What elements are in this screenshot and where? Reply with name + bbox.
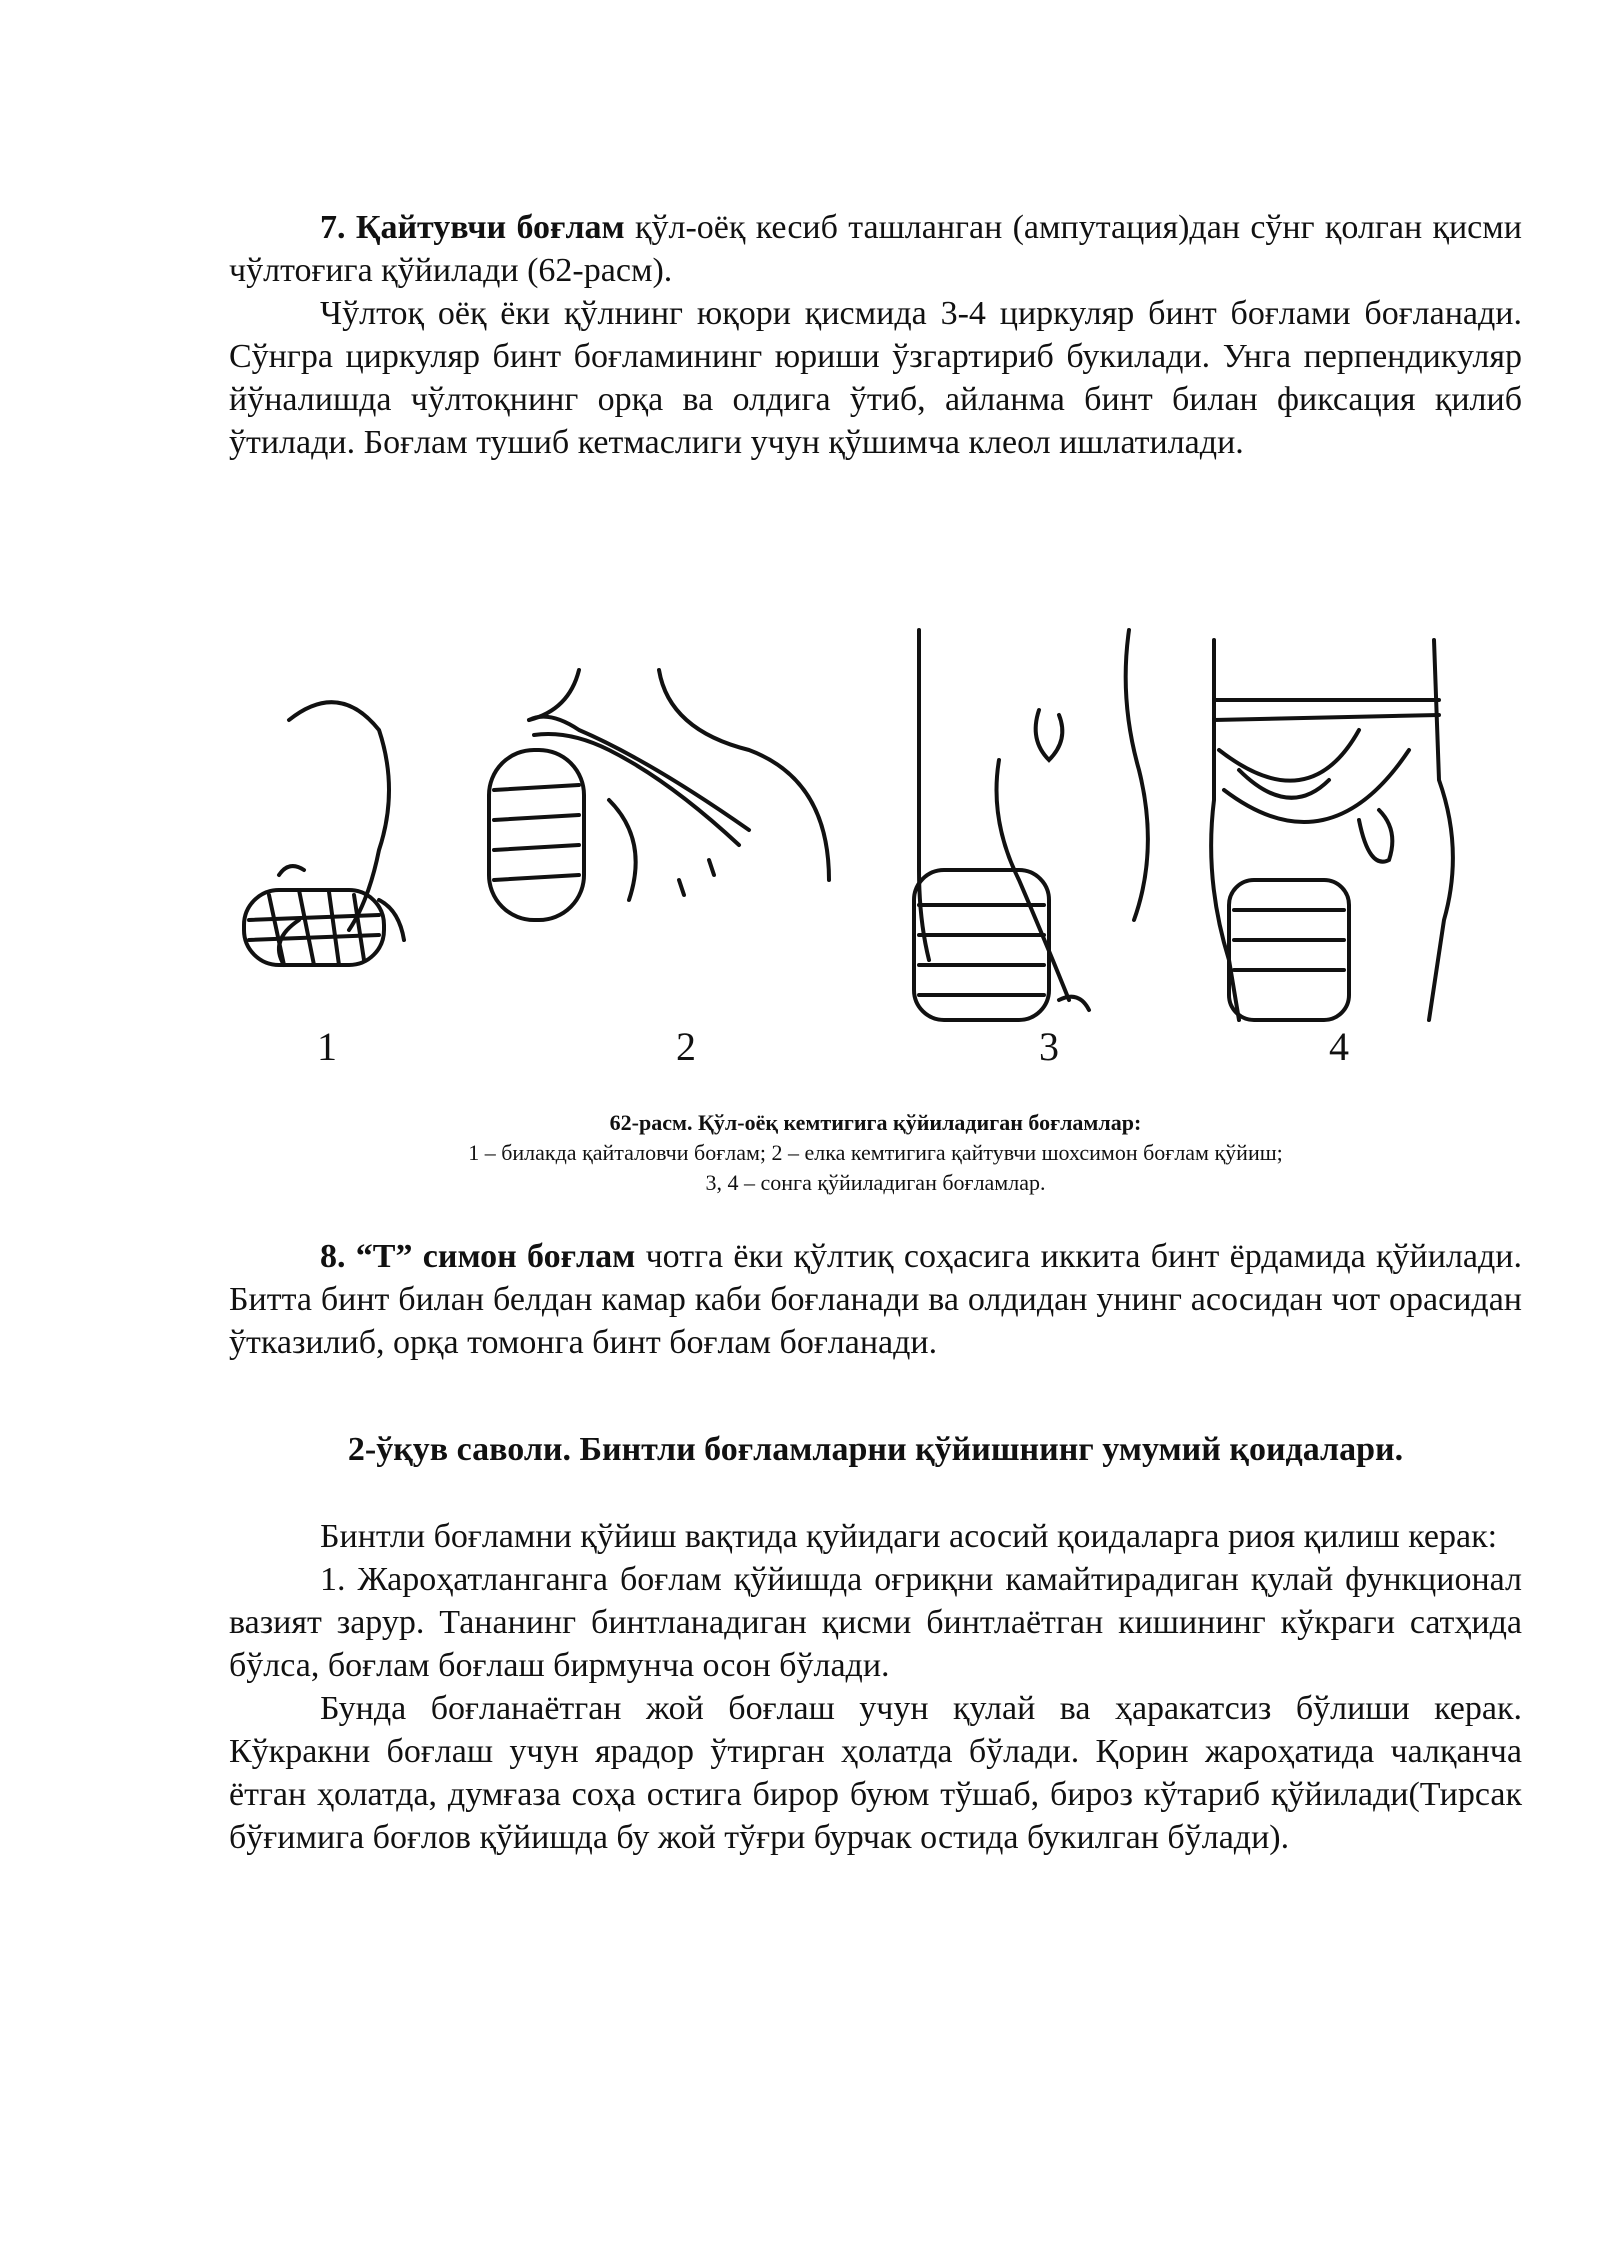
section-7-text: қўл-оёқ кесиб ташланган (ампутация)дан сўнг қолган қисми чўлтоғига қўйилади (62-расм). [229,209,1522,289]
figure-label-4: 4 [1329,1024,1349,1069]
section-heading: 2-ўқув саволи. Бинтли боғламларни қўйишнинг умумий қоидалари. [347,1431,1404,1468]
illustration-2-shoulder [489,670,829,920]
section-7-lead: 7. Қайтувчи боғлам [320,209,625,246]
bandage-illustration [229,620,1522,1080]
illustration-3-thigh [914,630,1148,1020]
section-8 [229,1235,1522,1364]
rules-paragraph-3: Бунда боғланаётган жой боғлаш учун қулай ва ҳаракатсиз бўлиши керак. Кўкракни боғлаш учун ярадор ўтирган ҳолатда бўлади. Қорин жароҳатида чалқанча ётган ҳолатда, думғаза соҳа остига бирор буюм тўшаб, бироз кўтариб қўйилади(Тирсак бўғимига боғлов қўйишда бу жой тўғри бурчак остида букилган бўлади). [229,1690,1522,1856]
rules-section [229,1515,1522,1859]
caption-title: 62-расм. Қўл-оёқ кемтигига қўйиладиган боғламлар: [609,1110,1142,1135]
figure-62-illustration [229,620,1522,1080]
rule-item-1: 1. Жароҳатланганга боғлам қўйишда оғриқни камайтирадиган қулай функционал вазият зарур. Тананинг бинтланадиган қисми бинтлаётган кишининг кўкраги сатҳида бўлса, боғлам боғлаш бирмунча осон бўлади. [229,1561,1522,1684]
figure-caption [229,1108,1522,1198]
section-8-paragraph [229,1235,1522,1364]
rules-intro: Бинтли боғламни қўйиш вақтида қуйидаги асосий қоидаларга риоя қилиш керак: [320,1518,1498,1555]
illustration-4-hip [1211,640,1453,1020]
section-8-text: чотга ёки қўлтиқ соҳасига иккита бинт ёрдамида қўйилади. Битта бинт билан белдан камар каби боғланади ва олдидан унинг асосидан чот орасидан ўтказилиб, орқа томонга бинт боғлам боғланади. [229,1238,1522,1361]
figure-label-1: 1 [317,1024,337,1069]
section-7-paragraph-2: Чўлтоқ оёқ ёки қўлнинг юқори қисмида 3-4 циркуляр бинт боғлами боғланади. Сўнгра циркуляр бинт боғламининг юриши ўзгартириб букилади. Унга перпендикуляр йўналишда чўлтоқнинг орқа ва олдига ўтиб, айланма бинт билан фиксация қилиб ўтилади. Боғлам тушиб кетмаслиги учун қўшимча клеол ишлатилади. [229,295,1522,461]
caption-line-2: 3, 4 – сонга қўйиладиган боғламлар. [705,1170,1046,1195]
figure-label-2: 2 [676,1024,696,1069]
figure-label-3: 3 [1039,1024,1059,1069]
section-7 [229,206,1522,464]
section-7-paragraph-1 [229,206,1522,292]
illustration-1-forearm [244,702,404,965]
caption-line-1: 1 – билакда қайталовчи боғлам; 2 – елка кемтигига қайтувчи шохсимон боғлам қўйиш; [468,1140,1283,1165]
section-8-lead: 8. “Т” симон боғлам [320,1238,636,1275]
